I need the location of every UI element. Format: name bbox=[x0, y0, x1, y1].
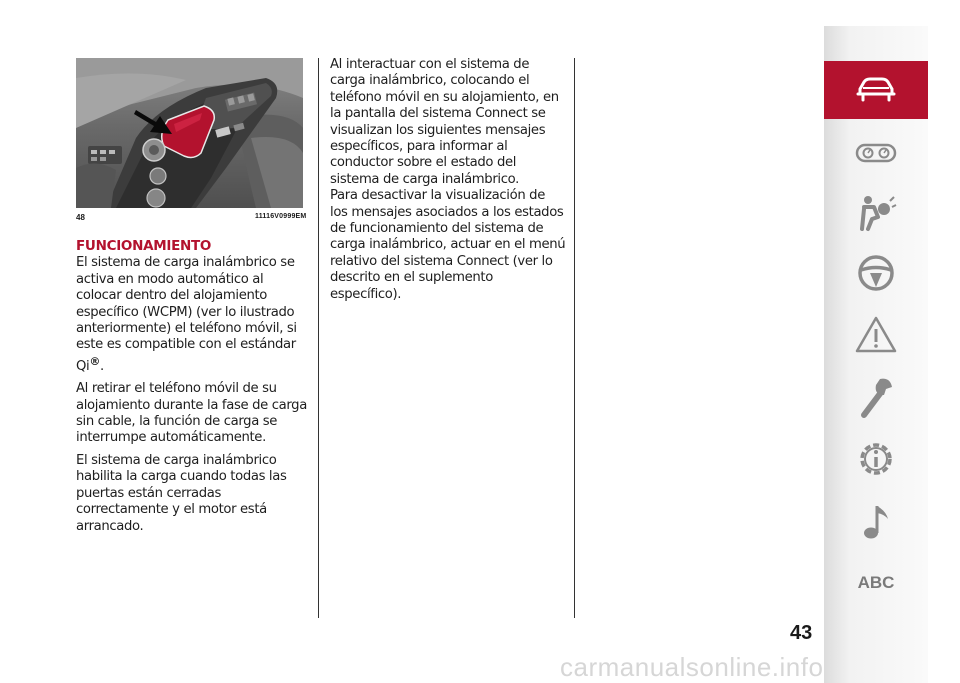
paragraph-end: . bbox=[100, 358, 104, 374]
paragraph: Al interactuar con el sistema de carga inalámbrico, colocando el teléfono móvil en su alojamiento, en la pantalla del sistema Connect se visualizan los siguientes mensajes específicos, para informar al conductor sobre el estado del sistema de carga inalámbrico. bbox=[330, 57, 559, 187]
wrench-icon bbox=[856, 375, 896, 419]
steering-wheel-icon bbox=[856, 253, 896, 293]
sidebar-item-maintenance[interactable] bbox=[824, 368, 928, 426]
section-heading: FUNCIONAMIENTO bbox=[76, 238, 212, 254]
text-column-right bbox=[330, 57, 566, 309]
sidebar-item-technical[interactable] bbox=[824, 430, 928, 488]
column-divider bbox=[318, 58, 319, 618]
sidebar-item-safety[interactable] bbox=[824, 184, 928, 242]
dashboard-icon bbox=[854, 139, 898, 167]
music-note-icon bbox=[858, 501, 894, 541]
figure-code: 11116V0999EM bbox=[255, 213, 307, 220]
paragraph bbox=[76, 255, 308, 375]
figure-number: 48 bbox=[76, 213, 85, 222]
gear-info-icon bbox=[855, 438, 897, 480]
registered-mark: ® bbox=[89, 354, 101, 368]
airbag-icon bbox=[854, 193, 898, 233]
sidebar-item-emergency[interactable] bbox=[824, 306, 928, 364]
paragraph: Para desactivar la visualización de los mensajes asociados a los estados de funcionamiento del sistema de carga inalámbrico, actuar en el menú relativo del sistema Connect (ver lo descrito en el suplemento específico). bbox=[330, 188, 566, 302]
sidebar-item-multimedia[interactable] bbox=[824, 492, 928, 550]
paragraph: El sistema de carga inalámbrico habilita la carga cuando todas las puertas están cerradas correctamente y el motor está arrancado. bbox=[76, 452, 287, 534]
car-icon bbox=[854, 76, 898, 104]
sidebar-item-dashboard[interactable] bbox=[824, 124, 928, 182]
paragraph: Al retirar el teléfono móvil de su alojamiento durante la fase de carga sin cable, la función de carga se interrumpe automáticamente. bbox=[76, 381, 307, 446]
page-number: 43 bbox=[790, 622, 813, 644]
sidebar-item-index[interactable] bbox=[824, 554, 928, 612]
column-divider bbox=[574, 58, 575, 618]
figure-wireless-charger bbox=[76, 58, 303, 208]
paragraph-text: El sistema de carga inalámbrico se activa en modo automático al colocar dentro del alojamiento específico (WCPM) (ver lo ilustrado anteriormente) el teléfono móvil, si este es compatible con el estándar Qi bbox=[76, 255, 297, 374]
text-column-left bbox=[76, 238, 308, 541]
abc-label: ABC bbox=[857, 573, 895, 592]
sidebar-item-driving[interactable] bbox=[824, 244, 928, 302]
watermark: carmanualsonline.info bbox=[560, 652, 824, 682]
chapter-sidebar bbox=[824, 26, 928, 683]
warning-icon bbox=[854, 315, 898, 355]
console-illustration bbox=[76, 58, 303, 208]
sidebar-item-car[interactable] bbox=[824, 61, 928, 119]
